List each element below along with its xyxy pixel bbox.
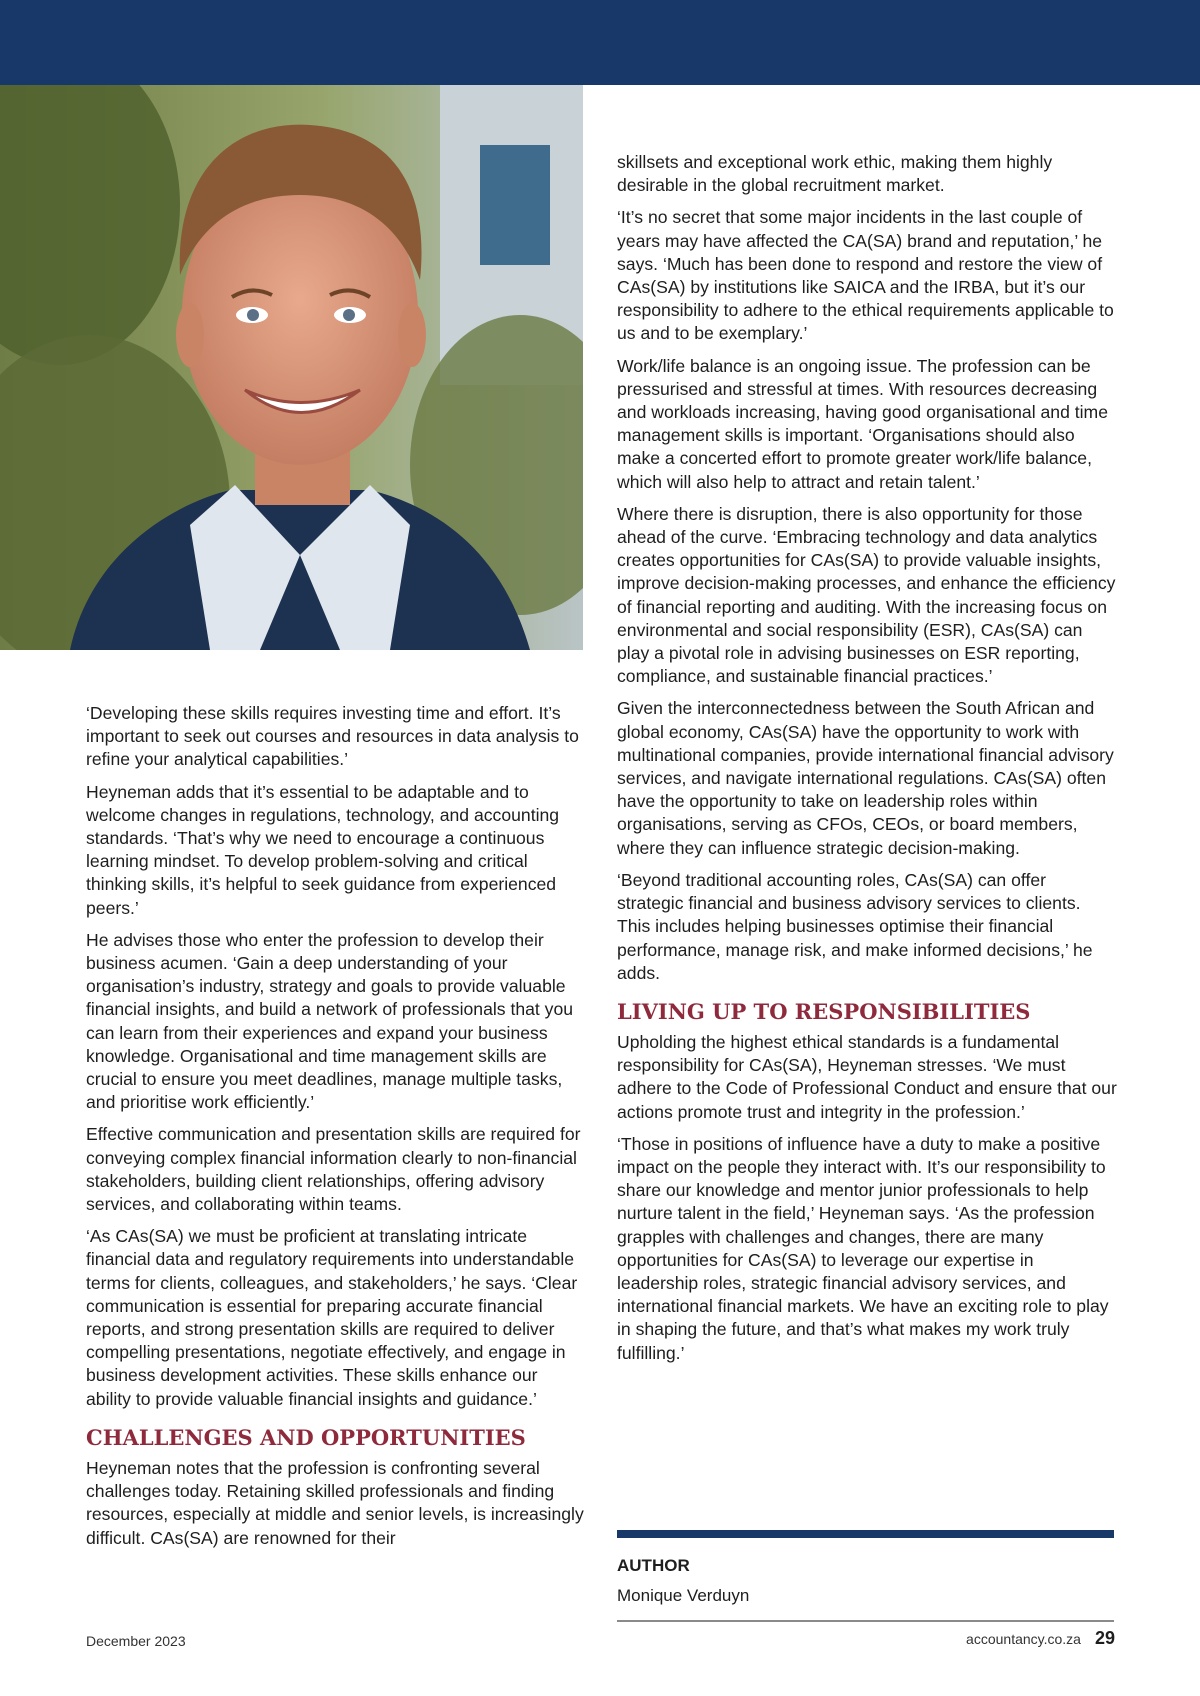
section-heading-responsibilities: LIVING UP TO RESPONSIBILITIES	[617, 998, 1031, 1024]
author-top-rule	[617, 1530, 1114, 1538]
body-paragraph: Where there is disruption, there is also opportunity for those ahead of the curve. ‘Embracing technology and data analytics creates opportunities for CAs(SA) to provide valuable insights, improve decision-making processes, and enhance the efficiency of financial reporting and auditing. With the increasing focus on environmental and social responsibility (ESR), CAs(SA) can play a pivotal role in advising businesses on ESR reporting, compliance, and sustainable financial practices.’	[617, 503, 1116, 687]
header-band	[0, 0, 1200, 85]
body-paragraph: ‘Developing these skills requires investing time and effort. It’s important to seek out courses and resources in data analysis to refine your analytical capabilities.’	[86, 703, 579, 770]
body-paragraph: ‘Those in positions of influence have a duty to make a positive impact on the people they interact with. It’s our responsibility to share our knowledge and mentor junior professionals to help nurture talent in the field,’ Heyneman says. ‘As the profession grapples with challenges and changes, there are many opportunities for CAs(SA) to leverage our expertise in leadership roles, strategic financial advisory services, and international financial markets. We have an exciting role to play in shaping the future, and that’s what makes my work truly fulfilling.’	[617, 1133, 1109, 1363]
left-article-column	[86, 702, 586, 1559]
author-bottom-rule	[617, 1620, 1114, 1622]
body-paragraph: Given the interconnectedness between the South African and global economy, CAs(SA) have the opportunity to work with multinational companies, provide international financial advisory services, and navigate international regulations. CAs(SA) often have the opportunity to take on leadership roles within organisations, serving as CFOs, CEOs, or board members, where they can influence strategic decision-making.	[617, 698, 1114, 858]
section-heading-challenges: CHALLENGES AND OPPORTUNITIES	[86, 1424, 526, 1450]
author-box	[617, 1530, 1114, 1622]
footer-right	[966, 1628, 1115, 1649]
right-article-column	[617, 151, 1117, 1374]
portrait-photo	[0, 85, 583, 650]
body-paragraph: Effective communication and presentation skills are required for conveying complex financial information clearly to non-financial stakeholders, building client relationships, offering advisory services, and collaborating within teams.	[86, 1124, 581, 1215]
author-label: AUTHOR	[617, 1556, 690, 1575]
footer-site[interactable]: accountancy.co.za	[966, 1631, 1081, 1647]
body-paragraph: Work/life balance is an ongoing issue. The profession can be pressurised and stressful at times. With resources decreasing and workloads increasing, having good organisational and time management skills is important. ‘Organisations should also make a concerted effort to promote greater work/life balance, which will also help to attract and retain talent.’	[617, 355, 1108, 492]
body-paragraph: Upholding the highest ethical standards is a fundamental responsibility for CAs(SA), Heyneman stresses. ‘We must adhere to the Code of Professional Conduct and ensure that our actions promote trust and integrity in the profession.’	[617, 1031, 1117, 1122]
body-paragraph: Heyneman adds that it’s essential to be adaptable and to welcome changes in regulations, technology, and accounting standards. ‘That’s why we need to encourage a continuous learning mindset. To develop problem-solving and critical thinking skills, it’s helpful to seek guidance from experienced peers.’	[86, 781, 560, 918]
body-paragraph: ‘It’s no secret that some major incidents in the last couple of years may have affected the CA(SA) brand and reputation,’ he says. ‘Much has been done to respond and restore the view of CAs(SA) by institutions like SAICA and the IRBA, but it’s our responsibility to adhere to the ethical requirements applicable to us and to be exemplary.’	[617, 207, 1114, 344]
footer-date: December 2023	[86, 1633, 186, 1649]
body-paragraph: skillsets and exceptional work ethic, making them highly desirable in the global recruitment market.	[617, 152, 1053, 196]
body-paragraph: ‘Beyond traditional accounting roles, CAs(SA) can offer strategic financial and business advisory services to clients. This includes helping businesses optimise their financial performance, manage risk, and make informed decisions,’ he adds.	[617, 869, 1093, 983]
body-paragraph: Heyneman notes that the profession is confronting several challenges today. Retaining skilled professionals and finding resources, especially at middle and senior levels, is increasingly difficult. CAs(SA) are renowned for their	[86, 1457, 584, 1548]
page-number: 29	[1094, 1628, 1115, 1648]
body-paragraph: He advises those who enter the profession to develop their business acumen. ‘Gain a deep understanding of your organisation’s industry, strategy and goals to provide valuable financial insights, and build a network of professionals that you can learn from their experiences and expand your business knowledge. Organisational and time management skills are crucial to ensure you meet deadlines, manage multiple tasks, and prioritise work efficiently.’	[86, 929, 574, 1113]
author-name: Monique Verduyn	[617, 1586, 750, 1605]
body-paragraph: ‘As CAs(SA) we must be proficient at translating intricate financial data and regulatory requirements into understandable terms for clients, colleagues, and stakeholders,’ he says. ‘Clear communication is essential for preparing accurate financial reports, and strong presentation skills are required to deliver compelling presentations, negotiate effectively, and engage in business development activities. These skills enhance our ability to provide valuable financial insights and guidance.’	[86, 1226, 578, 1409]
